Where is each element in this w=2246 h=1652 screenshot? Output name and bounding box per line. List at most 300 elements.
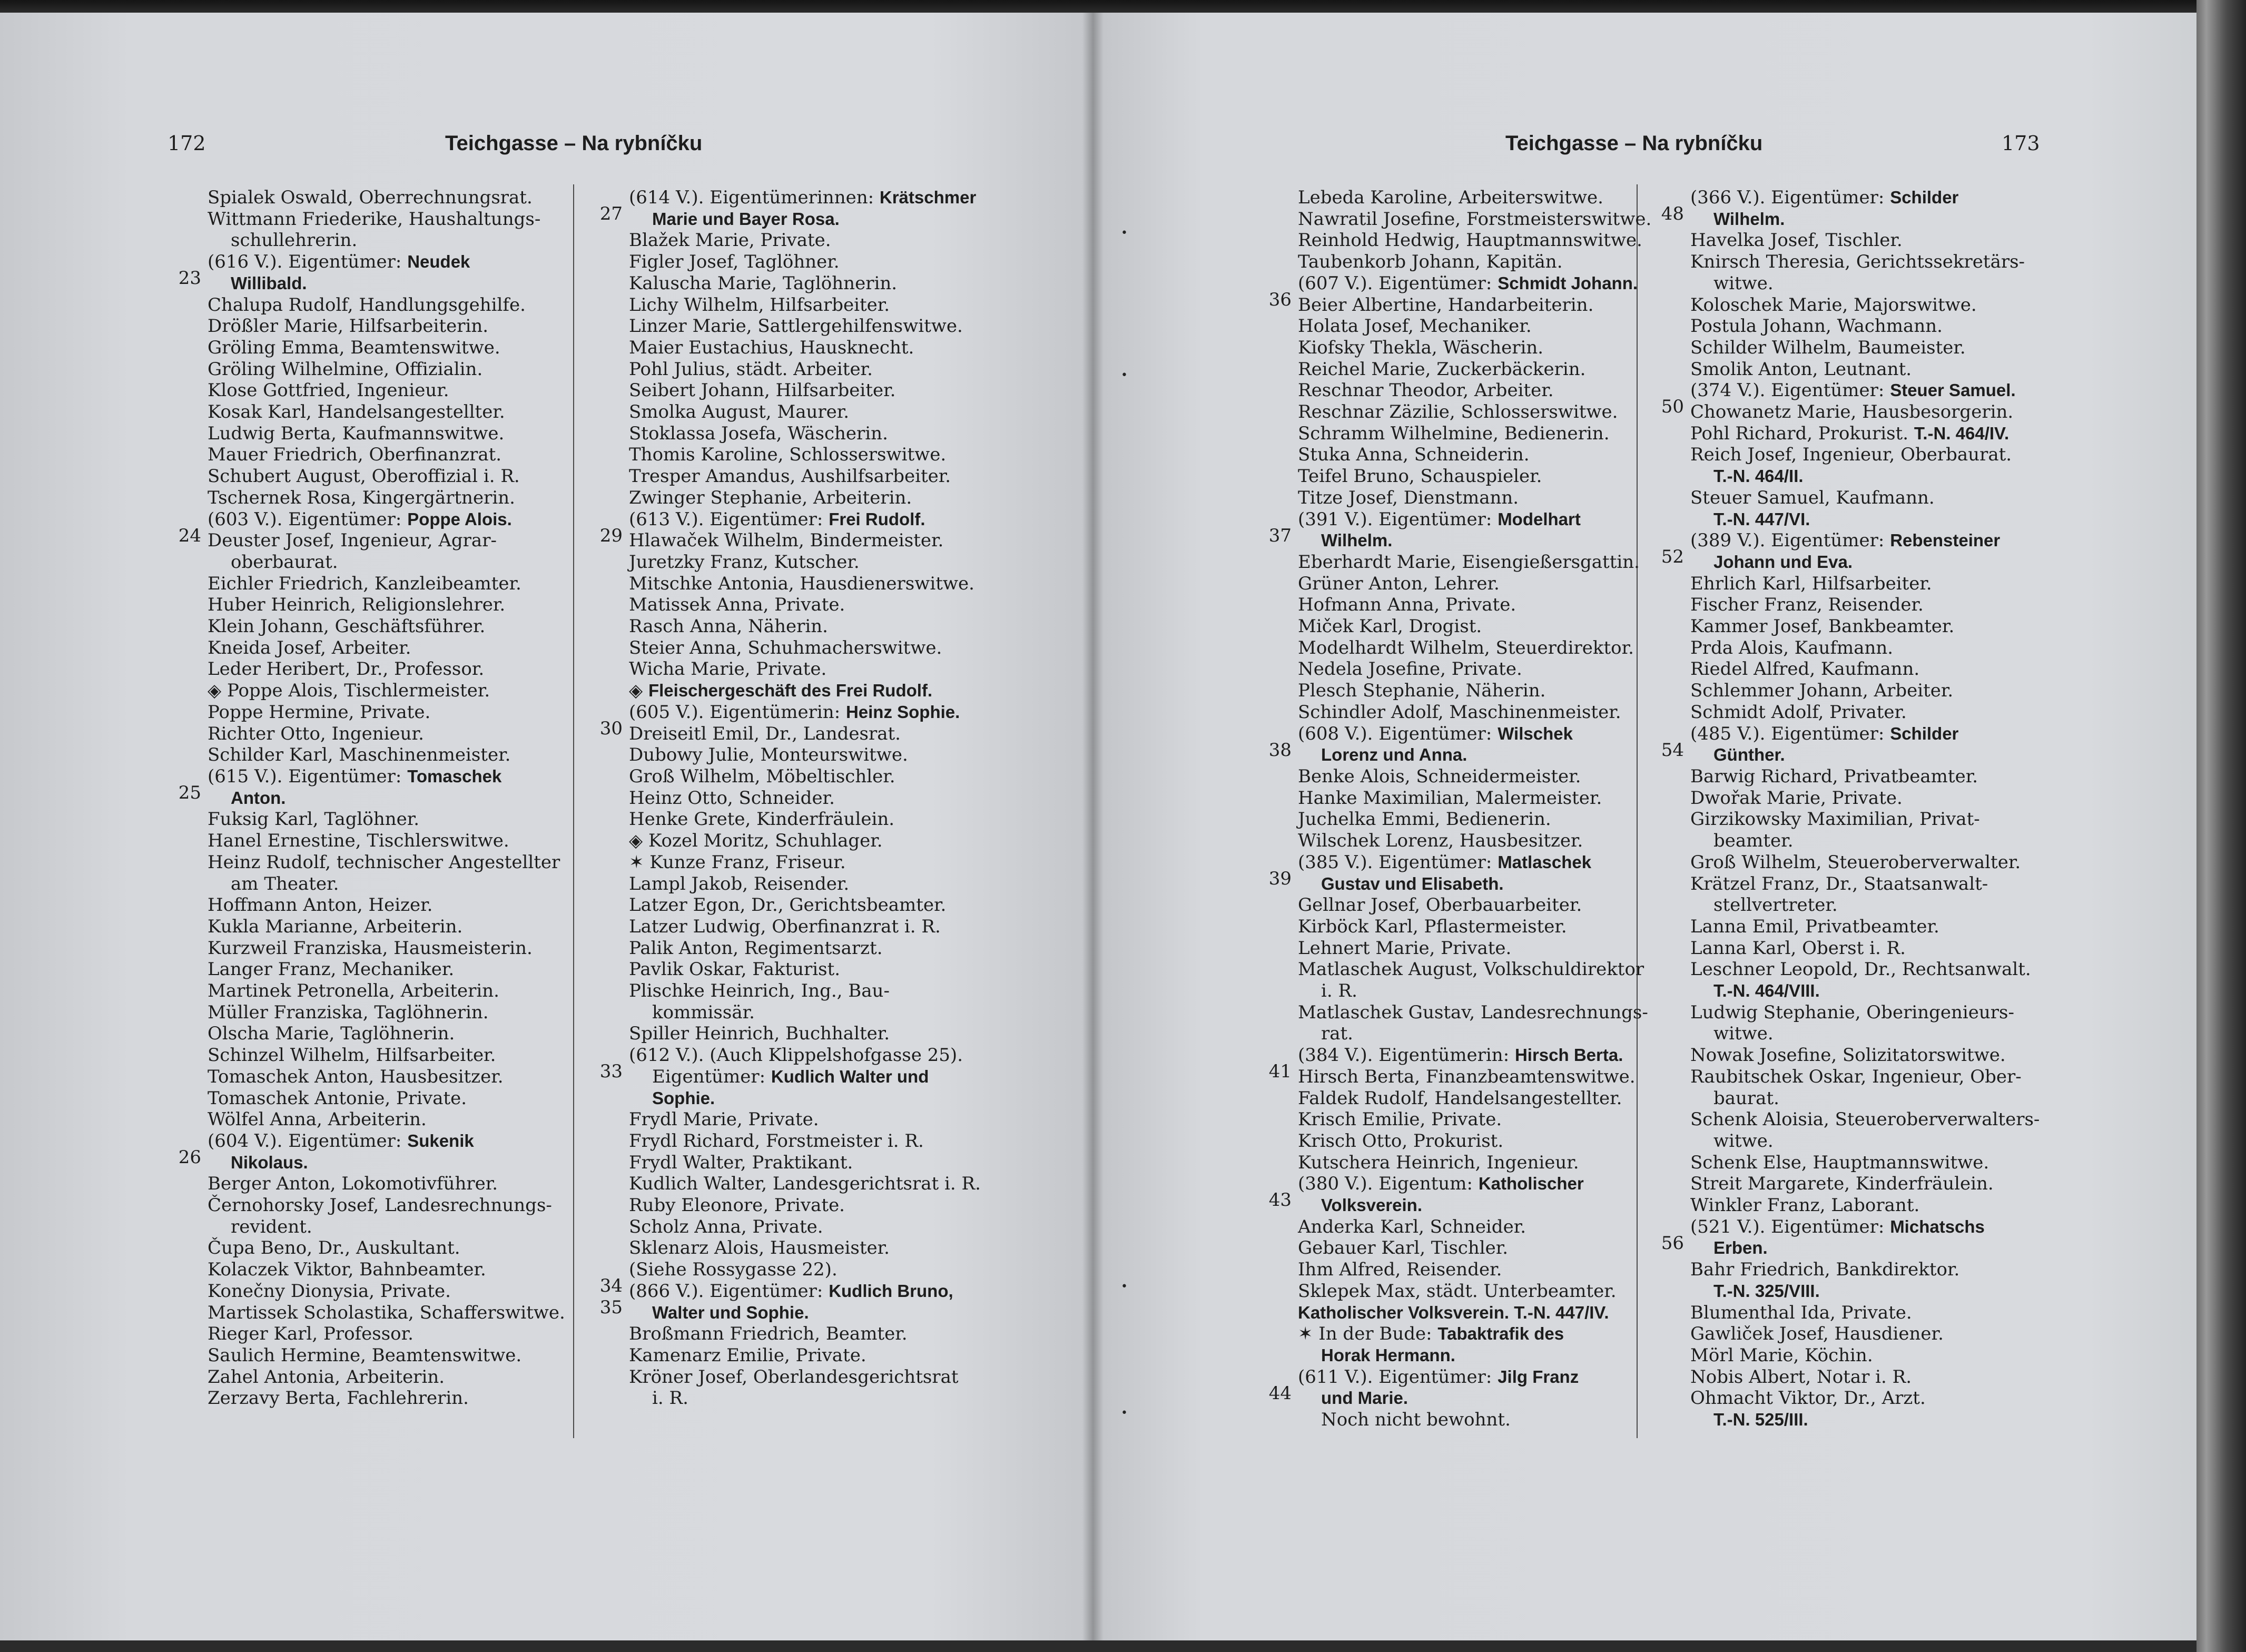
- resident-line: [163, 916, 564, 938]
- entry-text: rat.: [1321, 1023, 1353, 1045]
- entry-text: Rasch Anna, Näherin.: [629, 616, 828, 637]
- entry-text: Koloschek Marie, Majorswitwe.: [1690, 294, 1977, 316]
- entry-text: Deuster Josef, Ingenieur, Agrar-: [208, 530, 497, 552]
- resident-line: [1646, 830, 2049, 852]
- owner-name: T.-N. 464/VIII.: [1713, 981, 1820, 1001]
- resident-line: [163, 1216, 564, 1238]
- resident-line: [1254, 294, 1643, 316]
- entry-text: Pohl Richard, Prokurist.: [1690, 422, 1914, 444]
- owner-name: Johann und Eva.: [1713, 552, 1853, 572]
- resident-line: [163, 1152, 564, 1174]
- house-number: 36: [1268, 289, 1292, 310]
- resident-line: [1254, 980, 1643, 1002]
- entry-text: i. R.: [652, 1388, 688, 1409]
- resident-line: [163, 1388, 564, 1409]
- entry-text: ◈ Poppe Alois, Tischlermeister.: [208, 680, 490, 702]
- entry-text: Blumenthal Ida, Private.: [1690, 1302, 1912, 1323]
- resident-line: [585, 980, 990, 1002]
- entry-text: Matlaschek August, Volkschuldirektor: [1298, 959, 1644, 980]
- entry-text: Hlawaček Wilhelm, Bindermeister.: [629, 530, 944, 552]
- entry-text: Kukla Marianne, Arbeiterin.: [208, 916, 463, 937]
- house-number: 27: [599, 203, 623, 224]
- resident-line: [585, 444, 990, 466]
- resident-line: [1646, 980, 2049, 1002]
- entry-text: Ludwig Stephanie, Oberingenieurs-: [1690, 1001, 2014, 1023]
- resident-line: [585, 380, 990, 401]
- entry-text: Juretzky Franz, Kutscher.: [629, 551, 860, 573]
- entry-text: Kirböck Karl, Pflastermeister.: [1298, 916, 1567, 937]
- entry-text: Eichler Friedrich, Kanzleibeamter.: [208, 573, 521, 594]
- resident-line: [585, 680, 990, 702]
- entry-text: (391 V.). Eigentümer:: [1298, 508, 1498, 530]
- entry-text: Pavlik Oskar, Fakturist.: [629, 959, 841, 980]
- house-number: 43: [1268, 1189, 1292, 1211]
- entry-text: Kneida Josef, Arbeiter.: [208, 637, 411, 658]
- resident-line: [163, 1023, 564, 1045]
- entry-text: Kudlich Walter, Landesgerichtsrat i. R.: [629, 1173, 981, 1195]
- entry-text: Saulich Hermine, Beamtenswitwe.: [208, 1344, 522, 1366]
- resident-line: [1254, 487, 1643, 509]
- resident-line: [163, 1259, 564, 1281]
- resident-line: [585, 1366, 990, 1388]
- entry-text: Plischke Heinrich, Ing., Bau-: [629, 980, 890, 1002]
- resident-line: [1254, 1130, 1643, 1152]
- entry-text: Pohl Julius, städt. Arbeiter.: [629, 358, 873, 380]
- resident-line: [1646, 873, 2049, 895]
- running-head-left: Teichgasse – Na rybníčku: [445, 132, 703, 155]
- resident-line: [585, 1345, 990, 1366]
- entry-text: Wittmann Friederike, Haushaltungs-: [208, 208, 541, 230]
- resident-line: [163, 637, 564, 659]
- resident-line: [1254, 1066, 1643, 1088]
- house-number: 56: [1661, 1232, 1684, 1254]
- resident-line: [1646, 1109, 2049, 1130]
- entry-text: Kröner Josef, Oberlandesgerichtsrat: [629, 1366, 959, 1388]
- resident-line: [585, 487, 990, 509]
- entry-text: Kiofsky Thekla, Wäscherin.: [1298, 337, 1544, 358]
- book-edge: [2196, 0, 2246, 1652]
- resident-line: [1254, 187, 1643, 209]
- resident-line: [1646, 230, 2049, 251]
- resident-line: [163, 744, 564, 766]
- entry-text: Schinzel Wilhelm, Hilfsarbeiter.: [208, 1045, 496, 1066]
- entry-text: Benke Alois, Schneidermeister.: [1298, 765, 1581, 787]
- resident-line: [585, 1002, 990, 1024]
- entry-text: Smolik Anton, Leutnant.: [1690, 358, 1912, 380]
- entry-text: ◈: [629, 680, 648, 702]
- resident-line: [1254, 938, 1643, 959]
- owner-name: Hirsch Berta.: [1514, 1045, 1623, 1065]
- entry-text: Latzer Ludwig, Oberfinanzrat i. R.: [629, 916, 941, 937]
- owner-name: Kudlich Walter und: [771, 1066, 929, 1086]
- margin-dot: •: [1121, 1280, 1128, 1293]
- resident-line: [163, 273, 564, 294]
- resident-line: [585, 337, 990, 359]
- entry-text: (485 V.). Eigentümer:: [1690, 723, 1890, 744]
- entry-text: Leschner Leopold, Dr., Rechtsanwalt.: [1690, 959, 2031, 980]
- entry-text: (380 V.). Eigentum:: [1298, 1173, 1479, 1195]
- entry-text: Reinhold Hedwig, Hauptmannswitwe.: [1298, 230, 1642, 251]
- entry-text: Knirsch Theresia, Gerichtssekretärs-: [1690, 251, 2025, 273]
- entry-text: Heinz Otto, Schneider.: [629, 787, 835, 809]
- owner-name: Poppe Alois.: [407, 509, 512, 529]
- resident-line: [163, 959, 564, 980]
- entry-text: Latzer Egon, Dr., Gerichtsbeamter.: [629, 894, 947, 916]
- entry-text: Tomaschek Antonie, Private.: [208, 1087, 467, 1109]
- entry-text: (866 V.). Eigentümer:: [629, 1280, 829, 1302]
- entry-text: Mauer Friedrich, Oberfinanzrat.: [208, 444, 502, 466]
- resident-line: [1254, 744, 1643, 766]
- entry-text: Broßmann Friedrich, Beamter.: [629, 1323, 908, 1345]
- resident-line: [163, 809, 564, 830]
- resident-line: [1646, 637, 2049, 659]
- entry-text: (374 V.). Eigentümer:: [1690, 380, 1890, 401]
- resident-line: [163, 401, 564, 423]
- entry-text: Sklenarz Alois, Hausmeister.: [629, 1237, 890, 1259]
- resident-line: [163, 702, 564, 723]
- resident-line: [163, 230, 564, 251]
- resident-line: [1254, 337, 1643, 359]
- resident-line: [585, 1088, 990, 1109]
- resident-line: [163, 573, 564, 595]
- resident-line: [1254, 809, 1643, 830]
- house-number: 44: [1268, 1382, 1292, 1404]
- entry-text: Stuka Anna, Schneiderin.: [1298, 444, 1530, 466]
- entry-text: Kamenarz Emilie, Private.: [629, 1344, 866, 1366]
- margin-dot: •: [1121, 1407, 1128, 1420]
- resident-line: [1646, 594, 2049, 616]
- entry-text: Smolka August, Maurer.: [629, 401, 850, 423]
- resident-line: [163, 444, 564, 466]
- entry-text: Zerzavy Berta, Fachlehrerin.: [208, 1388, 469, 1409]
- resident-line: [163, 658, 564, 680]
- resident-line: [1254, 1152, 1643, 1174]
- entry-text: Konečny Dionysia, Private.: [208, 1280, 451, 1302]
- entry-text: witwe.: [1713, 1130, 1774, 1152]
- resident-line: [1254, 530, 1643, 552]
- column-rule-left: [573, 184, 574, 1438]
- entry-text: Seibert Johann, Hilfsarbeiter.: [629, 380, 896, 401]
- entry-text: Kosak Karl, Handelsangestellter.: [208, 401, 505, 423]
- resident-line: [585, 959, 990, 980]
- entry-text: Richter Otto, Ingenieur.: [208, 723, 424, 744]
- house-number: 30: [599, 717, 623, 739]
- entry-text: Reichel Marie, Zuckerbäckerin.: [1298, 358, 1586, 380]
- resident-line: [163, 209, 564, 230]
- entry-text: Noch nicht bewohnt.: [1321, 1409, 1511, 1431]
- resident-line: [1646, 916, 2049, 938]
- owner-name: Willibald.: [231, 273, 307, 293]
- entry-text: Barwig Richard, Privatbeamter.: [1690, 765, 1978, 787]
- resident-line: [1254, 444, 1643, 466]
- house-number: 52: [1661, 546, 1684, 568]
- resident-line: [163, 980, 564, 1002]
- entry-text: Schubert August, Oberoffizial i. R.: [208, 466, 520, 487]
- resident-line: [163, 894, 564, 916]
- entry-text: Klose Gottfried, Ingenieur.: [208, 380, 449, 401]
- owner-name: Schmidt Johann.: [1498, 273, 1638, 293]
- entry-text: Lebeda Karoline, Arbeiterswitwe.: [1298, 187, 1603, 208]
- entry-text: Schramm Wilhelmine, Bedienerin.: [1298, 422, 1610, 444]
- resident-line: [1254, 959, 1643, 980]
- entry-text: Tomaschek Anton, Hausbesitzer.: [208, 1066, 504, 1087]
- entry-text: Hofmann Anna, Private.: [1298, 594, 1516, 616]
- owner-name: T.-N. 325/VIII.: [1713, 1281, 1820, 1301]
- owner-name: Wilhelm.: [1321, 530, 1393, 550]
- entry-text: Grüner Anton, Lehrer.: [1298, 573, 1500, 594]
- entry-text: Ehrlich Karl, Hilfsarbeiter.: [1690, 573, 1932, 594]
- resident-line: [1646, 209, 2049, 230]
- resident-line: [1646, 1409, 2049, 1431]
- entry-text: Wölfel Anna, Arbeiterin.: [208, 1109, 427, 1130]
- margin-dot: •: [1121, 369, 1128, 382]
- entry-text: Blažek Marie, Private.: [629, 230, 831, 251]
- entry-text: Nobis Albert, Notar i. R.: [1690, 1366, 1912, 1388]
- resident-line: [585, 894, 990, 916]
- resident-line: [585, 1302, 990, 1324]
- resident-line: [585, 423, 990, 445]
- entry-text: Modelhardt Wilhelm, Steuerdirektor.: [1298, 637, 1634, 658]
- entry-text: Nawratil Josefine, Forstmeisterswitwe.: [1298, 208, 1652, 230]
- entry-text: Plesch Stephanie, Näherin.: [1298, 680, 1546, 702]
- entry-text: Schenk Else, Hauptmannswitwe.: [1690, 1152, 1989, 1173]
- owner-name: Fleischergeschäft des Frei Rudolf.: [648, 681, 933, 701]
- resident-line: [163, 723, 564, 745]
- house-number: 37: [1268, 525, 1292, 546]
- entry-text: Fuksig Karl, Taglöhner.: [208, 809, 420, 830]
- resident-line: [585, 873, 990, 895]
- resident-line: [585, 744, 990, 766]
- directory-column-4: [1646, 187, 2049, 1431]
- entry-text: Girzikowsky Maximilian, Privat-: [1690, 809, 1980, 830]
- entry-text: Krätzel Franz, Dr., Staatsanwalt-: [1690, 873, 1988, 894]
- resident-line: [1254, 766, 1643, 788]
- resident-line: [163, 423, 564, 445]
- resident-line: [585, 723, 990, 745]
- owner-name: Krätschmer: [879, 188, 977, 207]
- resident-line: [1646, 959, 2049, 980]
- margin-dot: •: [1121, 227, 1128, 240]
- resident-line: [585, 209, 990, 230]
- resident-line: [1646, 1237, 2049, 1259]
- resident-line: [1646, 702, 2049, 723]
- resident-line: [585, 852, 990, 873]
- entry-text: revident.: [231, 1216, 312, 1237]
- resident-line: [1646, 1281, 2049, 1302]
- entry-text: (389 V.). Eigentümer:: [1690, 530, 1890, 552]
- entry-text: ✶ In der Bude:: [1298, 1323, 1438, 1345]
- house-number: 35: [599, 1296, 623, 1318]
- entry-text: Nedela Josefine, Private.: [1298, 658, 1522, 680]
- resident-line: [1646, 466, 2049, 487]
- owner-name: Tabaktrafik des: [1437, 1324, 1564, 1344]
- entry-text: (611 V.). Eigentümer:: [1298, 1366, 1498, 1388]
- entry-text: Palik Anton, Regimentsarzt.: [629, 937, 883, 959]
- resident-line: [163, 830, 564, 852]
- resident-line: [1646, 1259, 2049, 1281]
- resident-line: [585, 616, 990, 637]
- entry-text: Hanel Ernestine, Tischlerswitwe.: [208, 830, 509, 852]
- entry-text: Schilder Karl, Maschinenmeister.: [208, 744, 511, 766]
- owner-name: Jilg Franz: [1498, 1366, 1579, 1386]
- resident-line: [1646, 1323, 2049, 1345]
- entry-text: Čupa Beno, Dr., Auskultant.: [208, 1237, 460, 1259]
- resident-line: [1646, 1023, 2049, 1045]
- entry-text: (385 V.). Eigentümer:: [1298, 851, 1498, 873]
- resident-line: [163, 466, 564, 487]
- resident-line: [1254, 1109, 1643, 1130]
- resident-line: [585, 1152, 990, 1174]
- resident-line: [1646, 1130, 2049, 1152]
- resident-line: [585, 1195, 990, 1216]
- entry-text: Reschnar Zäzilie, Schlosserswitwe.: [1298, 401, 1618, 423]
- resident-line: [1646, 1366, 2049, 1388]
- resident-line: [1254, 316, 1643, 337]
- resident-line: [163, 938, 564, 959]
- owner-name: Lorenz und Anna.: [1321, 745, 1467, 765]
- entry-text: (616 V.). Eigentümer:: [208, 251, 408, 273]
- resident-line: [1646, 273, 2049, 294]
- entry-text: Gellnar Josef, Oberbauarbeiter.: [1298, 894, 1582, 916]
- owner-name: Kudlich Bruno,: [829, 1281, 953, 1301]
- resident-line: [1646, 766, 2049, 788]
- book-gutter: [1082, 13, 1104, 1640]
- entry-text: Lampl Jakob, Reisender.: [629, 873, 850, 894]
- resident-line: [1646, 337, 2049, 359]
- house-number: 29: [599, 525, 623, 546]
- resident-line: [1254, 466, 1643, 487]
- entry-text: Streit Margarete, Kinderfräulein.: [1690, 1173, 1994, 1195]
- resident-line: [585, 316, 990, 337]
- entry-text: Steier Anna, Schuhmacherswitwe.: [629, 637, 942, 658]
- resident-line: [163, 1281, 564, 1302]
- entry-text: Hirsch Berta, Finanzbeamtenswitwe.: [1298, 1066, 1636, 1087]
- resident-line: [1254, 1302, 1643, 1324]
- resident-line: [1254, 573, 1643, 595]
- entry-text: Holata Josef, Mechaniker.: [1298, 316, 1532, 337]
- resident-line: [585, 766, 990, 788]
- resident-line: [1646, 444, 2049, 466]
- entry-text: ◈ Kozel Moritz, Schuhlager.: [629, 830, 883, 852]
- owner-name: T.-N. 525/III.: [1713, 1410, 1808, 1430]
- entry-text: Tresper Amandus, Aushilfsarbeiter.: [629, 466, 951, 487]
- entry-text: (521 V.). Eigentümer:: [1690, 1216, 1890, 1237]
- owner-name: Heinz Sophie.: [845, 702, 960, 722]
- owner-name: Neudek: [407, 252, 470, 272]
- owner-name: Wilhelm.: [1713, 209, 1785, 229]
- entry-text: Hoffmann Anton, Heizer.: [208, 894, 433, 916]
- resident-line: [1254, 251, 1643, 273]
- entry-text: Matissek Anna, Private.: [629, 594, 845, 616]
- entry-text: Groß Wilhelm, Steueroberverwalter.: [1690, 851, 2021, 873]
- owner-name: Rebensteiner: [1890, 530, 2001, 550]
- resident-line: [1646, 1388, 2049, 1409]
- resident-line: [1254, 1237, 1643, 1259]
- resident-line: [1254, 916, 1643, 938]
- resident-line: [1646, 788, 2049, 809]
- entry-text: Reich Josef, Ingenieur, Oberbaurat.: [1690, 444, 2012, 466]
- entry-text: Frydl Marie, Private.: [629, 1109, 819, 1130]
- house-number: 24: [178, 525, 201, 546]
- entry-text: Eberhardt Marie, Eisengießersgattin.: [1298, 551, 1640, 573]
- resident-line: [585, 658, 990, 680]
- resident-line: [1646, 744, 2049, 766]
- resident-line: [163, 359, 564, 380]
- entry-text: Leder Heribert, Dr., Professor.: [208, 658, 485, 680]
- entry-text: Taubenkorb Johann, Kapitän.: [1298, 251, 1563, 273]
- entry-text: Klein Johann, Geschäftsführer.: [208, 616, 486, 637]
- resident-line: [585, 294, 990, 316]
- entry-text: Hanke Maximilian, Malermeister.: [1298, 787, 1602, 809]
- resident-line: [1254, 637, 1643, 659]
- resident-line: [1646, 809, 2049, 830]
- entry-text: (605 V.). Eigentümerin:: [629, 701, 846, 723]
- entry-text: beamter.: [1713, 830, 1794, 852]
- entry-text: Steuer Samuel, Kaufmann.: [1690, 487, 1935, 508]
- owner-name: T.-N. 464/IV.: [1914, 423, 2009, 443]
- entry-text: Spialek Oswald, Oberrechnungsrat.: [208, 187, 533, 208]
- entry-text: Ruby Eleonore, Private.: [629, 1195, 845, 1216]
- entry-text: Martinek Petronella, Arbeiterin.: [208, 980, 499, 1002]
- resident-line: [1254, 359, 1643, 380]
- entry-text: Linzer Marie, Sattlergehilfenswitwe.: [629, 316, 963, 337]
- resident-line: [1254, 1023, 1643, 1045]
- entry-text: Kammer Josef, Bankbeamter.: [1690, 616, 1955, 637]
- resident-line: [1646, 251, 2049, 273]
- entry-text: (613 V.). Eigentümer:: [629, 508, 829, 530]
- entry-text: Zahel Antonia, Arbeiterin.: [208, 1366, 445, 1388]
- entry-text: Černohorsky Josef, Landesrechnungs-: [208, 1195, 552, 1216]
- resident-line: [1254, 1259, 1643, 1281]
- resident-line: [1254, 1388, 1643, 1409]
- resident-line: [1646, 1066, 2049, 1088]
- entry-text: Raubitschek Oskar, Ingenieur, Ober-: [1690, 1066, 2022, 1087]
- resident-line: [1646, 359, 2049, 380]
- entry-text: Postula Johann, Wachmann.: [1690, 316, 1943, 337]
- running-head-right: Teichgasse – Na rybníčku: [1505, 132, 1763, 155]
- entry-text: Anderka Karl, Schneider.: [1298, 1216, 1526, 1237]
- entry-text: Schindler Adolf, Maschinenmeister.: [1298, 701, 1621, 723]
- entry-text: Gröling Emma, Beamtenswitwe.: [208, 337, 500, 358]
- entry-text: Ihm Alfred, Reisender.: [1298, 1259, 1502, 1281]
- resident-line: [1254, 873, 1643, 895]
- resident-line: [1646, 1152, 2049, 1174]
- owner-name: und Marie.: [1321, 1388, 1408, 1408]
- entry-text: Henke Grete, Kinderfräulein.: [629, 809, 895, 830]
- directory-column-3: [1254, 187, 1652, 1431]
- resident-line: [163, 788, 564, 809]
- entry-text: Prda Alois, Kaufmann.: [1690, 637, 1894, 658]
- entry-text: Schlemmer Johann, Arbeiter.: [1690, 680, 1954, 702]
- resident-line: [1254, 702, 1643, 723]
- owner-name: T.-N. 464/II.: [1713, 466, 1804, 486]
- owner-name: Anton.: [231, 788, 286, 808]
- entry-text: Havelka Josef, Tischler.: [1690, 230, 1903, 251]
- resident-line: [585, 230, 990, 251]
- resident-line: [1646, 316, 2049, 337]
- entry-text: Müller Franziska, Taglöhnerin.: [208, 1001, 489, 1023]
- resident-line: [163, 873, 564, 895]
- entry-text: Kurzweil Franziska, Hausmeisterin.: [208, 937, 533, 959]
- resident-line: [1254, 380, 1643, 401]
- house-number: 23: [178, 268, 201, 289]
- entry-text: Schilder Wilhelm, Baumeister.: [1690, 337, 1966, 358]
- entry-text: Krisch Otto, Prokurist.: [1298, 1130, 1504, 1152]
- entry-text: Langer Franz, Mechaniker.: [208, 959, 455, 980]
- resident-line: [163, 1002, 564, 1024]
- owner-name: T.-N. 447/VI.: [1713, 509, 1810, 529]
- entry-text: Frydl Walter, Praktikant.: [629, 1152, 853, 1173]
